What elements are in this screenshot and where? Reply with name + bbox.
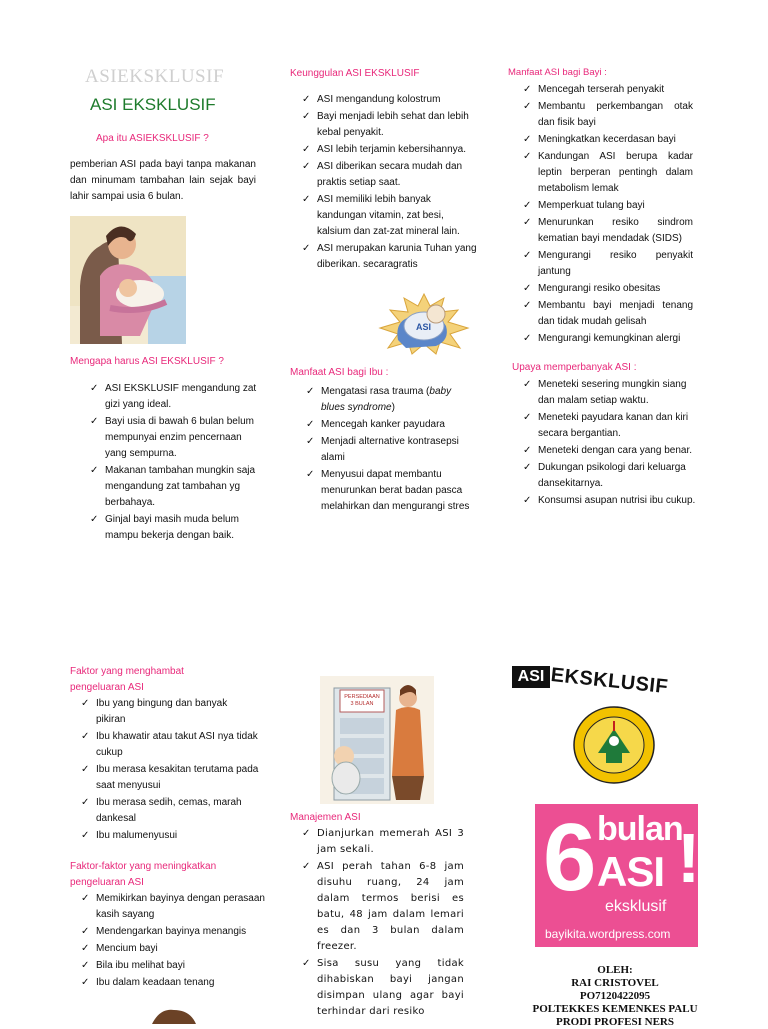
poster-asi: ASI [597,848,665,895]
trauma-text: Mengatasi rasa trauma (baby blues syndrome) [321,386,452,413]
fridge-sign: 3 BULAN [350,701,374,707]
main-title: ASI EKSKLUSIF [90,95,216,114]
definition-text: pemberian ASI pada bayi tanpa makanan dan minumam tambahan lain sejak bayi lahir sampai usia 6 bulan. [70,159,256,202]
inhibit-heading: Faktor yang menghambat pengeluaran ASI [70,666,184,693]
list-item: ✓ Menyusui dapat membantu menurunkan berat badan pasca melahirkan dan mengurangi stres [304,467,476,515]
poster-bulan: bulan [597,810,683,848]
list-item: ✓ ASI merupakan karunia Tuhan yang diberikan. secaragratis [300,241,478,273]
asi-eksklusif-logo [510,664,700,700]
poltekkes-seal [572,705,656,785]
poster-exclamation: ! [677,819,701,897]
hair-illustration-fragment [150,1008,198,1024]
boost-list [79,891,269,992]
list-item: ✓ Dianjurkan memerah ASI 3 jam sekali. [300,826,464,858]
fridge-sign: PERSEDIAAN [344,694,380,700]
institution-name: POLTEKKES KEMENKES PALU [532,1003,698,1015]
what-is-heading: Apa itu ASIEKSKLUSIF ? [96,133,209,144]
list-item: ✓ Mendengarkan bayinya menangis [79,924,269,940]
fridge-illustration [320,676,434,804]
list-item: ✓ Bila ibu melihat bayi [79,958,269,974]
mother-benefits-list [304,384,476,516]
increase-list [521,377,697,510]
list-item: ✓ Meneteki sesering mungkin siang dan malam setiap waktu. [521,377,697,409]
list-item: ✓ ASI diberikan secara mudah dan praktis setiap saat. [300,159,478,191]
advantages-list [300,92,478,274]
mother-benefits-heading: Manfaat ASI bagi Ibu : [290,367,389,378]
list-item: ✓ ASI EKSKLUSIF mengandung zat gizi yang ideal. [88,381,258,413]
poster-six: 6 [543,804,597,911]
baby-benefits-list [521,82,693,348]
list-item [304,384,476,416]
list-item: ✓ Kandungan ASI berupa kadar leptin berperan pentingh dalam metabolism lemak [521,149,693,197]
list-item: ✓ Menjadi alternative kontrasepsi alami [304,434,476,466]
breastfeeding-illustration [70,216,186,344]
list-item: ✓ Ibu yang bingung dan banyak pikiran [79,696,259,728]
list-item: ✓ Ibu merasa sedih, cemas, marah dankesal [79,795,259,827]
list-item: ✓ ASI lebih terjamin kebersihannya. [300,142,478,158]
list-item: ✓ Membantu perkembangan otak dan fisik bayi [521,99,693,131]
program-name: PRODI PROFESI NERS [556,1016,674,1028]
boost-heading: Faktor-faktor yang meningkatkan pengeluaran ASI [70,861,217,888]
list-item: ✓ Mencegah terserah penyakit [521,82,693,98]
list-item: ✓ Dukungan psikologi dari keluarga dansekitarnya. [521,460,697,492]
increase-heading: Upaya memperbanyak ASI : [512,362,637,373]
list-item: ✓ ASI mengandung kolostrum [300,92,478,108]
oleh-label: OLEH: [597,964,633,976]
logo-word: EKSKLUSIF [549,664,670,699]
list-item: ✓ Mencegah kanker payudara [304,417,476,433]
list-item: ✓ Meneteki payudara kanan dan kiri secara bergantian. [521,410,697,442]
why-heading: Mengapa harus ASI EKSKLUSIF ? [70,356,224,367]
list-item: ✓ Mengurangi kemungkinan alergi [521,331,693,347]
list-item: ✓ ASI memiliki lebih banyak kandungan vitamin, zat besi, kalsium dan zat-zat mineral lain. [300,192,478,240]
list-item: ✓ Ibu malumenyusui [79,828,259,844]
list-item: ✓ Menurunkan resiko sindrom kematian bayi mendadak (SIDS) [521,215,693,247]
list-item: ✓ Mencium bayi [79,941,269,957]
list-item: ✓ Makanan tambahan mungkin saja mengandung zat tambahan yg berbahaya. [88,463,258,511]
list-item: ✓ Sisa susu yang tidak dihabiskan bayi jangan disimpan ulang agar bayi terhindar dari resiko [300,956,464,1020]
list-item: ✓ Ibu dalam keadaan tenang [79,975,269,991]
list-item: ✓ Konsumsi asupan nutrisi ibu cukup. [521,493,697,509]
six-months-poster [535,804,701,947]
asi-tooth-mascot-illustration [376,290,472,356]
logo-box: ASI [512,666,550,688]
svg-text:ASI: ASI [416,322,432,332]
list-item: ✓ ASI perah tahan 6-8 jam disuhu ruang, 24 jam dalam termos berisi es batu, 48 jam dalam lemari es dan 3 bulan dalam freezer. [300,859,464,955]
list-item: ✓ Mengurangi resiko obesitas [521,281,693,297]
baby-benefits-heading: Manfaat ASI bagi Bayi : [508,67,607,78]
poster-url: bayikita.wordpress.com [545,927,671,941]
list-item: ✓ Bayi menjadi lebih sehat dan lebih kebal penyakit. [300,109,478,141]
inhibit-list [79,696,259,845]
list-item: ✓ Ginjal bayi masih muda belum mampu bekerja dengan baik. [88,512,258,544]
list-item: ✓ Meneteki dengan cara yang benar. [521,443,697,459]
student-id: PO7120422095 [579,990,651,1002]
list-item: ✓ Ibu khawatir atau takut ASI nya tidak cukup [79,729,259,761]
watermark-title: ASIEKSKLUSIF [85,66,225,87]
management-list [300,826,464,1021]
why-list [88,381,258,545]
list-item: ✓ Ibu merasa kesakitan terutama pada saat menyusui [79,762,259,794]
advantages-heading: Keunggulan ASI EKSKLUSIF [290,68,420,79]
list-item: ✓ Membantu bayi menjadi tenang dan tidak mudah gelisah [521,298,693,330]
list-item: ✓ Bayi usia di bawah 6 bulan belum mempunyai enzim pencernaan yang sempurna. [88,414,258,462]
author-name: RAI CRISTOVEL [571,977,659,989]
management-heading: Manajemen ASI [290,812,361,823]
list-item: ✓ Memikirkan bayinya dengan perasaan kasih sayang [79,891,269,923]
list-item: ✓ Meningkatkan kecerdasan bayi [521,132,693,148]
list-item: ✓ Memperkuat tulang bayi [521,198,693,214]
poster-eksklusif: eksklusif [605,898,667,915]
list-item: ✓ Mengurangi resiko penyakit jantung [521,248,693,280]
